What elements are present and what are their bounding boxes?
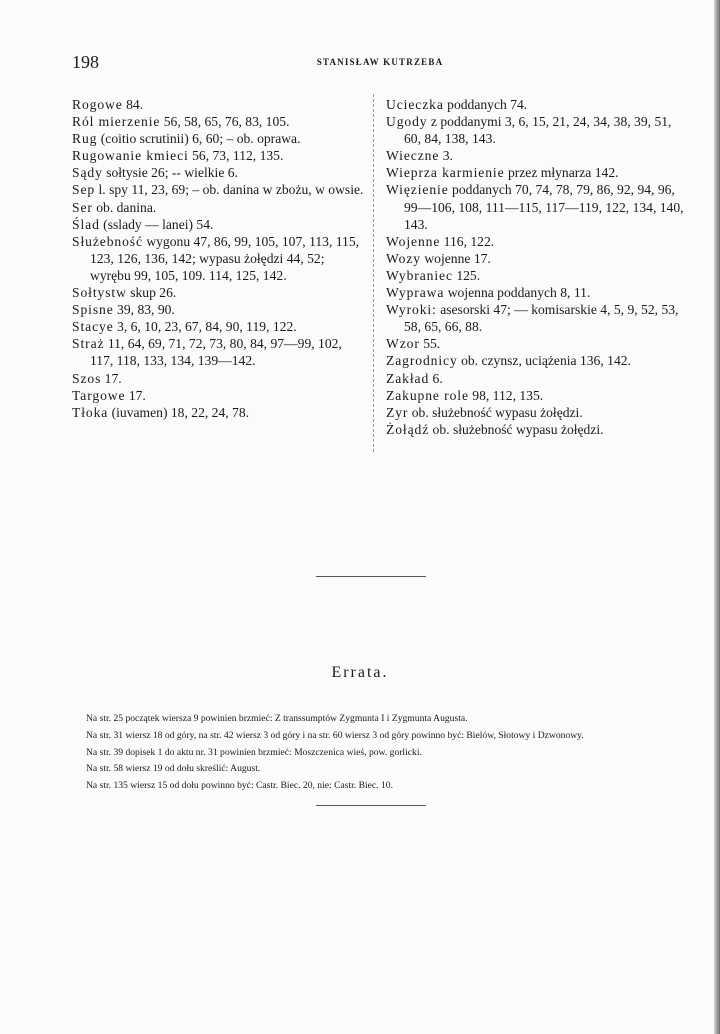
errata-item: Na str. 39 dopisek 1 do aktu nr. 31 powinien brzmieć: Moszczenica wieś, pow. gorlicki. xyxy=(86,746,422,758)
index-entry xyxy=(72,130,368,147)
index-term: Wieczne xyxy=(386,148,440,164)
index-entry xyxy=(386,233,686,250)
index-entry xyxy=(72,199,368,216)
index-term: Wyprawa xyxy=(386,285,445,301)
index-entry xyxy=(72,181,368,198)
page-number: 198 xyxy=(72,52,99,72)
index-entry xyxy=(72,96,368,113)
index-entry xyxy=(72,404,368,421)
index-refs: przez młynarza 142. xyxy=(504,165,619,181)
index-term: Zakład xyxy=(386,370,430,386)
index-term: Żołądź xyxy=(386,421,430,437)
index-entry xyxy=(386,113,686,147)
index-refs: 56, 58, 65, 76, 83, 105. xyxy=(160,114,290,130)
index-entry xyxy=(72,284,368,301)
index-term: Wyroki: xyxy=(386,302,437,318)
index-term: Ser xyxy=(72,199,93,215)
index-entry xyxy=(386,267,686,284)
index-entry xyxy=(386,147,686,164)
index-term: Więzienie xyxy=(386,182,449,198)
index-refs: asesorski 47; — komisarskie 4, 5, 9, 52, 53, 58, 65, 66, 88. xyxy=(404,302,679,335)
errata-item: Na str. 135 wiersz 15 od dołu powinno być: Castr. Biec. 20, nie: Castr. Biec. 10. xyxy=(86,780,393,792)
index-term: Straż xyxy=(72,336,105,352)
index-refs: 17. xyxy=(125,387,146,403)
index-term: Wieprza karmienie xyxy=(386,165,505,181)
index-entry xyxy=(72,370,368,387)
column-divider xyxy=(373,94,374,452)
index-refs: 11, 64, 69, 71, 72, 73, 80, 84, 97—99, 102, 117, 118, 133, 134, 139—142. xyxy=(90,336,342,369)
index-refs: sołtysie 26; -- wielkie 6. xyxy=(102,165,238,181)
index-term: Stacye xyxy=(72,319,114,335)
index-entry xyxy=(386,352,686,369)
index-term: Tłoka xyxy=(72,404,109,420)
page-header xyxy=(72,52,688,72)
index-term: Wojenne xyxy=(386,233,441,249)
index-entry xyxy=(72,301,368,318)
index-term: Wybraniec xyxy=(386,267,453,283)
index-term: Szos xyxy=(72,370,102,386)
index-refs: z poddanymi 3, 6, 15, 21, 24, 34, 38, 39, 51, 60, 84, 138, 143. xyxy=(404,114,672,147)
index-entry xyxy=(386,370,686,387)
errata-item: Na str. 25 początek wiersza 9 powinien brzmieć: Z transsumptów Zygmunta I i Zygmunta Augusta. xyxy=(86,713,468,724)
index-entry xyxy=(72,216,368,233)
index-term: Rogowe xyxy=(72,97,123,112)
index-refs: 3. xyxy=(439,148,453,164)
errata-item: Na str. 31 wiersz 18 od góry, na str. 42 wiersz 3 od góry i na str. 60 wiersz 3 od góry powinno być: Bielów, Słotowy i Dzwonowy. xyxy=(86,729,584,741)
index-entry xyxy=(386,301,686,335)
page-edge-shadow xyxy=(714,0,720,1034)
index-refs: 56, 73, 112, 135. xyxy=(188,148,284,164)
index-entry xyxy=(72,113,368,130)
index-entry xyxy=(72,147,368,164)
index-refs: 116, 122. xyxy=(440,233,495,249)
index-term: Sep xyxy=(72,182,96,198)
end-rule xyxy=(316,805,426,806)
errata-item: Na str. 58 wiersz 19 od dołu skreślić: August. xyxy=(86,763,261,775)
index-term: Zagrodnicy xyxy=(386,353,458,369)
index-term: Zakupne role xyxy=(386,387,469,403)
index-refs: 98, 112, 135. xyxy=(468,387,544,403)
index-column-left xyxy=(72,96,368,421)
index-term: Ról mierzenie xyxy=(72,114,161,130)
index-entry xyxy=(386,421,686,438)
index-term: Ugody xyxy=(386,114,428,130)
index-refs: 84. xyxy=(122,97,144,112)
index-refs: 6. xyxy=(429,370,443,386)
index-refs: poddanych 70, 74, 78, 79, 86, 92, 94, 96, 99—106, 108, 111—115, 117—119, 122, 134, 140, 143. xyxy=(404,182,684,232)
index-refs: wygonu 47, 86, 99, 105, 107, 113, 115, 123, 126, 136, 142; wypasu żołędzi 44, 52; wyrębu 99, 105, 109. 114, 125, 142. xyxy=(90,233,360,283)
index-refs: 125. xyxy=(452,267,481,283)
index-term: Rug xyxy=(72,131,98,147)
index-refs: wojenna poddanych 8, 11. xyxy=(444,285,591,301)
index-refs: 39, 83, 90. xyxy=(113,302,175,318)
index-refs: wojenne 17. xyxy=(420,250,491,266)
index-entry xyxy=(72,318,368,335)
index-term: Sołtystw xyxy=(72,285,127,301)
index-refs: ob. służebność wypasu żołędzi. xyxy=(429,421,604,437)
index-entry xyxy=(386,404,686,421)
index-entry xyxy=(386,335,686,352)
index-refs: skup 26. xyxy=(126,285,177,301)
index-term: Zyr xyxy=(386,404,409,420)
index-column-right xyxy=(386,96,686,438)
index-entry xyxy=(72,335,368,369)
index-entry xyxy=(386,96,686,113)
index-entry xyxy=(386,164,686,181)
index-term: Spisne xyxy=(72,302,114,318)
index-refs: (sslady — lanei) 54. xyxy=(99,216,214,232)
section-rule xyxy=(316,576,426,577)
index-term: Ślad xyxy=(72,216,100,232)
errata-list xyxy=(86,711,686,795)
index-term: Służebność xyxy=(72,233,143,249)
index-term: Wzor xyxy=(386,336,420,352)
index-refs: (iuvamen) 18, 22, 24, 78. xyxy=(108,404,250,420)
index-refs: ob. czynsz, uciążenia 136, 142. xyxy=(457,353,631,369)
index-term: Rugowanie kmieci xyxy=(72,148,189,164)
index-refs: 55. xyxy=(419,336,441,352)
index-refs: 17. xyxy=(101,370,122,386)
index-refs: l. spy 11, 23, 69; – ob. danina w zbożu, w owsie. xyxy=(95,182,364,198)
index-entry xyxy=(72,387,368,404)
index-term: Sądy xyxy=(72,165,103,181)
index-entry xyxy=(386,250,686,267)
errata-title: Errata. xyxy=(331,664,389,681)
index-entry xyxy=(386,387,686,404)
index-refs: ob. danina. xyxy=(92,199,157,215)
index-term: Wozy xyxy=(386,250,421,266)
index-entry xyxy=(72,164,368,181)
index-term: Targowe xyxy=(72,387,126,403)
index-refs: 3, 6, 10, 23, 67, 84, 90, 119, 122. xyxy=(113,319,297,335)
index-entry xyxy=(386,284,686,301)
index-term: Ucieczka xyxy=(386,97,444,112)
index-refs: (coitio scrutinii) 6, 60; – ob. oprawa. xyxy=(97,131,301,147)
index-entry xyxy=(386,181,686,232)
index-entry xyxy=(72,233,368,284)
index-refs: ob. służebność wypasu żołędzi. xyxy=(408,404,583,420)
running-title: STANISŁAW KUTRZEBA xyxy=(316,57,444,67)
index-refs: poddanych 74. xyxy=(443,97,528,112)
